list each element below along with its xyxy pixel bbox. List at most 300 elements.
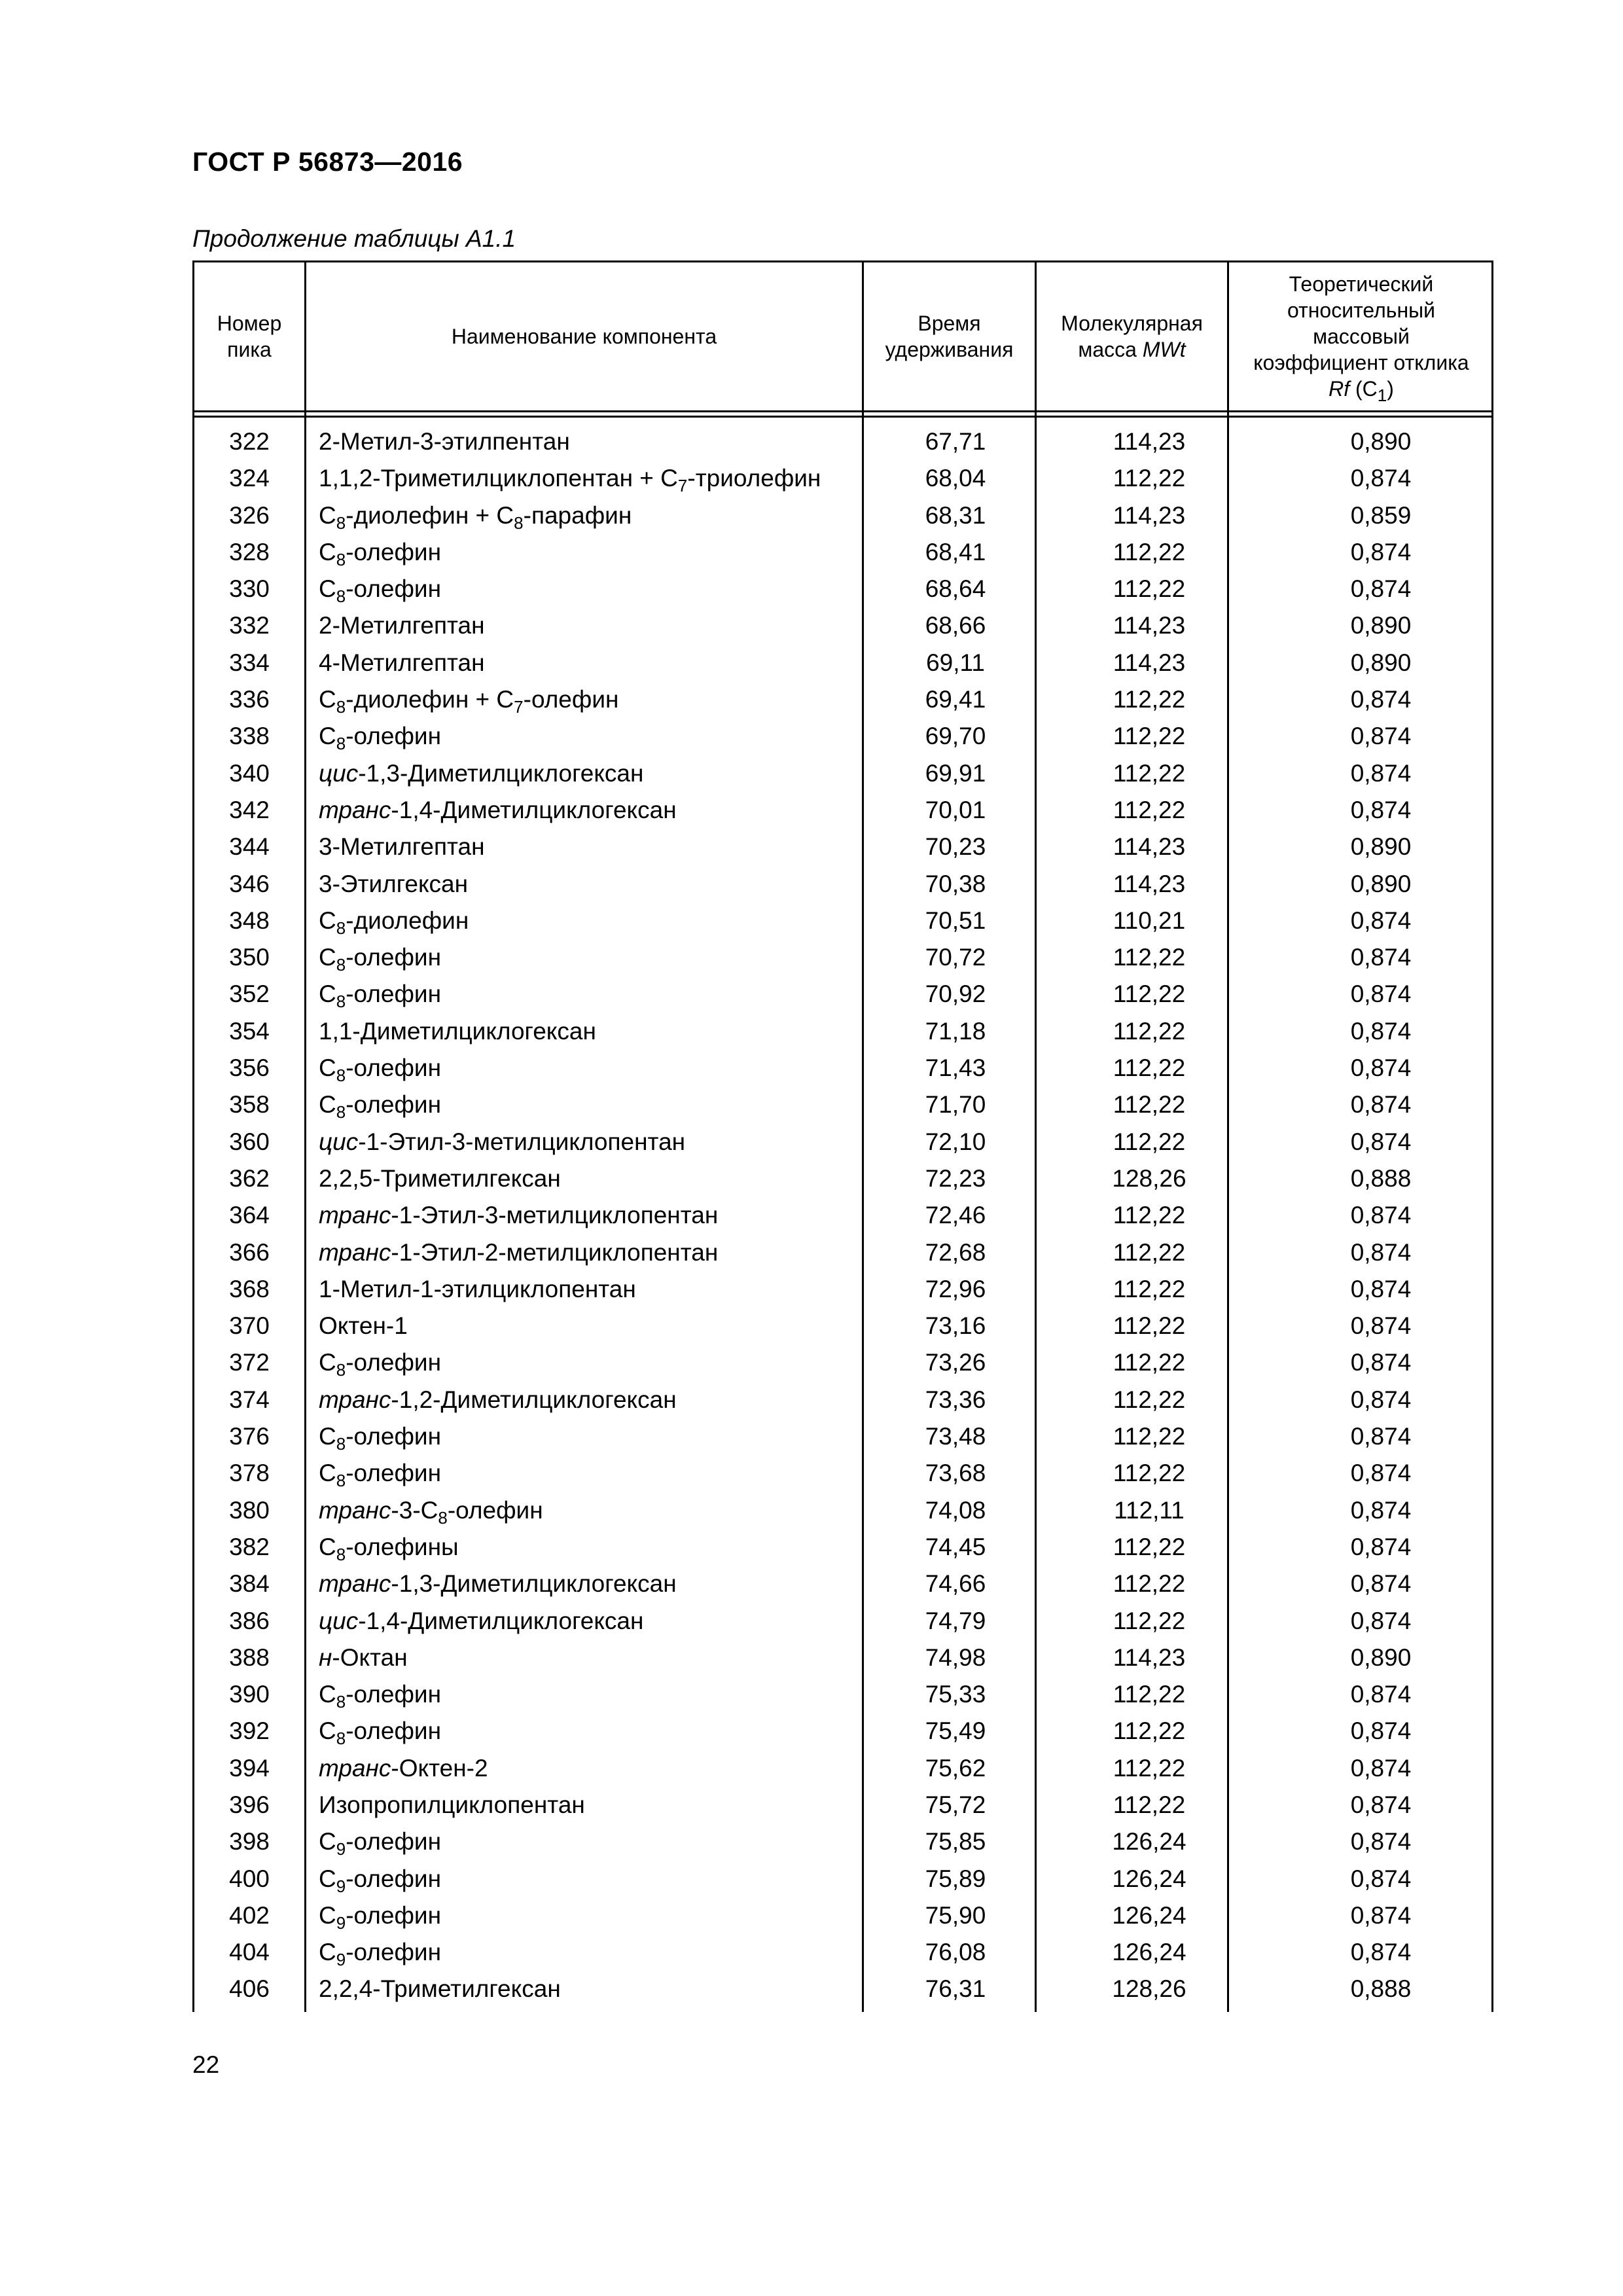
response-factor-cell: 0,874 xyxy=(1350,1238,1412,1266)
molecular-mass-cell: 126,24 xyxy=(1112,1865,1186,1892)
retention-time-cell: 70,72 xyxy=(925,944,986,971)
retention-time-cell: 68,64 xyxy=(925,575,986,603)
response-factor-cell: 0,888 xyxy=(1350,1164,1412,1192)
table-row xyxy=(194,1603,1491,1640)
name-segment: Октен-1 xyxy=(319,1312,408,1340)
name-segment: 2-Метилгептан xyxy=(319,612,485,639)
component-name-cell xyxy=(319,1086,441,1123)
component-name-cell xyxy=(319,1308,408,1344)
retention-time-cell: 70,23 xyxy=(925,833,986,861)
response-factor-cell: 0,874 xyxy=(1350,1386,1412,1413)
response-factor-cell: 0,874 xyxy=(1350,1533,1412,1560)
name-segment: н xyxy=(319,1643,332,1671)
peak-number-cell: 394 xyxy=(229,1754,270,1782)
name-segment: 9 xyxy=(336,1950,346,1970)
table-row xyxy=(194,718,1491,755)
table-row xyxy=(194,1897,1491,1934)
retention-time-cell: 73,26 xyxy=(925,1349,986,1376)
component-name-cell xyxy=(319,1934,441,1971)
retention-time-cell: 75,89 xyxy=(925,1865,986,1892)
retention-time-cell: 74,08 xyxy=(925,1496,986,1524)
retention-time-cell: 72,46 xyxy=(925,1202,986,1229)
component-name-cell xyxy=(319,939,441,976)
peak-number-cell: 386 xyxy=(229,1607,270,1634)
peak-number-cell: 382 xyxy=(229,1533,270,1560)
name-segment: 8 xyxy=(336,955,346,975)
component-name-cell xyxy=(319,571,441,607)
molecular-mass-cell: 112,22 xyxy=(1113,759,1186,787)
table-row xyxy=(194,755,1491,792)
table-row xyxy=(194,1861,1491,1897)
name-segment: 8 xyxy=(336,586,346,607)
name-segment: 7 xyxy=(677,476,688,496)
retention-time-cell: 72,10 xyxy=(925,1128,986,1155)
peak-number-cell: 326 xyxy=(229,501,270,529)
molecular-mass-cell: 112,22 xyxy=(1113,1754,1186,1782)
component-name-cell xyxy=(319,976,441,1013)
retention-time-cell: 67,71 xyxy=(925,428,986,455)
molecular-mass-cell: 112,22 xyxy=(1113,1717,1186,1745)
peak-number-cell: 350 xyxy=(229,944,270,971)
table-row xyxy=(194,976,1491,1013)
response-factor-cell: 0,874 xyxy=(1350,1570,1412,1598)
table-row xyxy=(194,1713,1491,1749)
name-segment: 1-Метил-1-этилциклопентан xyxy=(319,1275,636,1302)
molecular-mass-cell: 112,22 xyxy=(1113,1423,1186,1450)
header-response-factor: Теоретический относительный массовый коэффициент отклика Rf $(C_1)$ xyxy=(1253,272,1469,405)
peak-number-cell: 328 xyxy=(229,538,270,565)
name-segment: цис xyxy=(319,759,359,787)
name-segment: -олефин xyxy=(346,980,441,1008)
response-factor-cell: 0,874 xyxy=(1350,1901,1412,1929)
peak-number-cell: 358 xyxy=(229,1091,270,1119)
name-segment: 8 xyxy=(336,1471,346,1491)
name-segment: 1,1-Диметилциклогексан xyxy=(319,1017,596,1045)
peak-number-cell: 356 xyxy=(229,1054,270,1082)
component-name-cell xyxy=(319,1124,685,1160)
molecular-mass-cell: 114,23 xyxy=(1113,870,1186,897)
name-segment: -олефин xyxy=(346,538,441,565)
response-factor-cell: 0,874 xyxy=(1350,538,1412,565)
molecular-mass-cell: 110,21 xyxy=(1113,906,1186,934)
component-name-cell xyxy=(319,1344,441,1381)
molecular-mass-cell: 112,22 xyxy=(1113,1312,1186,1340)
name-segment: -диолефин + C xyxy=(346,686,514,713)
molecular-mass-cell: 112,22 xyxy=(1113,1275,1186,1302)
table-row xyxy=(194,1492,1491,1529)
name-segment: -олефин xyxy=(346,1460,441,1487)
response-factor-cell: 0,874 xyxy=(1350,1791,1412,1818)
molecular-mass-cell: 112,22 xyxy=(1113,1017,1186,1045)
peak-number-cell: 338 xyxy=(229,723,270,750)
peak-number-cell: 390 xyxy=(229,1681,270,1708)
peak-number-cell: 406 xyxy=(229,1975,270,2003)
response-factor-cell: 0,874 xyxy=(1350,686,1412,713)
component-name-cell xyxy=(319,1197,718,1234)
molecular-mass-cell: 112,22 xyxy=(1113,1460,1186,1487)
retention-time-cell: 72,96 xyxy=(925,1275,986,1302)
component-name-cell xyxy=(319,423,570,460)
name-segment: -олефин xyxy=(346,944,441,971)
table-row xyxy=(194,866,1491,903)
name-segment: C xyxy=(319,1533,336,1560)
name-segment: C xyxy=(319,686,336,713)
retention-time-cell: 71,18 xyxy=(925,1017,986,1045)
name-segment: C xyxy=(319,1423,336,1450)
name-segment: -3-C xyxy=(391,1496,438,1524)
molecular-mass-cell: 112,22 xyxy=(1113,796,1186,823)
retention-time-cell: 70,51 xyxy=(925,906,986,934)
table-body xyxy=(194,423,1491,2008)
response-factor-cell: 0,859 xyxy=(1350,501,1412,529)
name-segment: C xyxy=(319,944,336,971)
component-name-cell xyxy=(319,866,468,903)
molecular-mass-cell: 112,22 xyxy=(1113,1791,1186,1818)
table-row xyxy=(194,829,1491,865)
component-name-cell xyxy=(319,1676,441,1713)
name-segment: C xyxy=(319,1717,336,1745)
molecular-mass-cell: 112,22 xyxy=(1113,1091,1186,1119)
peak-number-cell: 362 xyxy=(229,1164,270,1192)
response-factor-cell: 0,874 xyxy=(1350,1939,1412,1966)
retention-time-cell: 75,72 xyxy=(925,1791,986,1818)
header-divider xyxy=(194,416,1491,418)
table-row xyxy=(194,903,1491,939)
component-name-cell xyxy=(319,829,485,865)
component-name-cell xyxy=(319,1750,488,1787)
response-factor-cell: 0,874 xyxy=(1350,944,1412,971)
retention-time-cell: 68,41 xyxy=(925,538,986,565)
molecular-mass-cell: 114,23 xyxy=(1113,501,1186,529)
name-segment: -олефин xyxy=(346,1828,441,1856)
component-name-cell xyxy=(319,1013,596,1050)
component-name-cell xyxy=(319,1971,561,2007)
table-row xyxy=(194,1308,1491,1344)
name-segment: -1,4-Диметилциклогексан xyxy=(391,796,677,823)
name-segment: 8 xyxy=(336,1544,346,1564)
component-name-cell xyxy=(319,497,632,534)
peak-number-cell: 372 xyxy=(229,1349,270,1376)
name-segment: 4-Метилгептан xyxy=(319,649,485,676)
component-name-cell xyxy=(319,1160,561,1197)
name-segment: транс xyxy=(319,1754,391,1782)
name-segment: C xyxy=(319,723,336,750)
name-segment: -1-Этил-3-метилциклопентан xyxy=(391,1202,719,1229)
peak-number-cell: 342 xyxy=(229,796,270,823)
table-row xyxy=(194,1640,1491,1676)
molecular-mass-cell: 112,22 xyxy=(1113,723,1186,750)
molecular-mass-cell: 112,22 xyxy=(1113,1054,1186,1082)
molecular-mass-cell: 112,22 xyxy=(1113,1681,1186,1708)
molecular-mass-cell: 128,26 xyxy=(1112,1975,1186,2003)
molecular-mass-cell: 112,22 xyxy=(1113,944,1186,971)
table-row xyxy=(194,571,1491,607)
peak-number-cell: 344 xyxy=(229,833,270,861)
peak-number-cell: 346 xyxy=(229,870,270,897)
molecular-mass-cell: 126,24 xyxy=(1112,1939,1186,1966)
component-name-cell xyxy=(319,1382,677,1418)
name-segment: 8 xyxy=(336,1434,346,1454)
molecular-mass-cell: 112,22 xyxy=(1113,538,1186,565)
table-row xyxy=(194,1050,1491,1086)
peak-number-cell: 364 xyxy=(229,1202,270,1229)
peak-number-cell: 348 xyxy=(229,906,270,934)
component-name-cell xyxy=(319,681,618,718)
table-row xyxy=(194,1013,1491,1050)
molecular-mass-cell: 112,22 xyxy=(1113,686,1186,713)
name-segment: 2,2,4-Триметилгексан xyxy=(319,1975,561,2003)
peak-number-cell: 330 xyxy=(229,575,270,603)
name-segment: транс xyxy=(319,796,391,823)
data-table xyxy=(192,260,1493,2012)
molecular-mass-cell: 112,22 xyxy=(1113,1128,1186,1155)
molecular-mass-cell: 112,22 xyxy=(1113,1533,1186,1560)
molecular-mass-cell: 112,22 xyxy=(1113,1607,1186,1634)
name-segment: транс xyxy=(319,1202,391,1229)
molecular-mass-cell: 112,22 xyxy=(1113,1570,1186,1598)
table-row xyxy=(194,1382,1491,1418)
name-segment: C xyxy=(319,1054,336,1082)
retention-time-cell: 68,66 xyxy=(925,612,986,639)
component-name-cell xyxy=(319,1861,441,1897)
retention-time-cell: 76,08 xyxy=(925,1939,986,1966)
peak-number-cell: 378 xyxy=(229,1460,270,1487)
peak-number-cell: 398 xyxy=(229,1828,270,1856)
name-segment: -олефин xyxy=(346,1865,441,1892)
name-segment: 3-Этилгексан xyxy=(319,870,469,897)
table-caption: Продолжение таблицы А1.1 xyxy=(192,225,516,252)
response-factor-cell: 0,874 xyxy=(1350,1423,1412,1450)
response-factor-cell: 0,874 xyxy=(1350,1607,1412,1634)
peak-number-cell: 380 xyxy=(229,1496,270,1524)
component-name-cell xyxy=(319,1713,441,1749)
retention-time-cell: 69,70 xyxy=(925,723,986,750)
response-factor-cell: 0,874 xyxy=(1350,980,1412,1008)
name-segment: C xyxy=(319,1460,336,1487)
table-row xyxy=(194,1086,1491,1123)
response-factor-cell: 0,890 xyxy=(1350,870,1412,897)
component-name-cell xyxy=(319,1234,718,1271)
response-factor-cell: 0,874 xyxy=(1350,1312,1412,1340)
component-name-cell xyxy=(319,534,441,571)
retention-time-cell: 69,41 xyxy=(925,686,986,713)
response-factor-cell: 0,874 xyxy=(1350,1717,1412,1745)
name-segment: C xyxy=(319,1828,336,1856)
peak-number-cell: 396 xyxy=(229,1791,270,1818)
document-code: ГОСТ Р 56873—2016 xyxy=(192,147,463,177)
retention-time-cell: 70,92 xyxy=(925,980,986,1008)
table-row xyxy=(194,1124,1491,1160)
response-factor-cell: 0,874 xyxy=(1350,575,1412,603)
name-segment: -триолефин xyxy=(687,465,821,492)
table-row xyxy=(194,1344,1491,1381)
table-row xyxy=(194,645,1491,681)
table-row xyxy=(194,1234,1491,1271)
table-row xyxy=(194,1787,1491,1823)
name-segment: C xyxy=(319,1349,336,1376)
table-row xyxy=(194,1971,1491,2007)
retention-time-cell: 73,36 xyxy=(925,1386,986,1413)
name-segment: 7 xyxy=(514,697,524,717)
peak-number-cell: 322 xyxy=(229,428,270,455)
name-segment: -олефин xyxy=(346,1717,441,1745)
name-segment: C xyxy=(319,980,336,1008)
name-segment: -парафин xyxy=(523,501,632,529)
name-segment: -Октан xyxy=(332,1643,408,1671)
table-row xyxy=(194,1197,1491,1234)
name-segment: 8 xyxy=(514,512,524,533)
table-row xyxy=(194,1566,1491,1602)
peak-number-cell: 352 xyxy=(229,980,270,1008)
molecular-mass-cell: 112,22 xyxy=(1113,575,1186,603)
component-name-cell xyxy=(319,792,677,829)
name-segment: цис xyxy=(319,1128,359,1155)
table-row xyxy=(194,1271,1491,1308)
name-segment: транс xyxy=(319,1496,391,1524)
name-segment: -олефин xyxy=(346,1939,441,1966)
page-number: 22 xyxy=(192,2051,220,2078)
retention-time-cell: 68,31 xyxy=(925,501,986,529)
retention-time-cell: 73,68 xyxy=(925,1460,986,1487)
molecular-mass-cell: 114,23 xyxy=(1113,612,1186,639)
response-factor-cell: 0,874 xyxy=(1350,1091,1412,1119)
component-name-cell xyxy=(319,607,485,644)
molecular-mass-cell: 112,22 xyxy=(1113,1386,1186,1413)
molecular-mass-cell: 112,22 xyxy=(1113,1238,1186,1266)
name-segment: -олефин xyxy=(346,1423,441,1450)
retention-time-cell: 69,91 xyxy=(925,759,986,787)
name-segment: -1,3-Диметилциклогексан xyxy=(391,1570,677,1598)
response-factor-cell: 0,890 xyxy=(1350,649,1412,676)
name-segment: 8 xyxy=(336,1729,346,1749)
table-row xyxy=(194,497,1491,534)
component-name-cell xyxy=(319,1529,459,1566)
molecular-mass-cell: 114,23 xyxy=(1113,428,1186,455)
name-segment: -диолефин + C xyxy=(346,501,514,529)
name-segment: -олефин xyxy=(447,1496,543,1524)
table-row xyxy=(194,1934,1491,1971)
name-segment: 1,1,2-Триметилциклопентан + C xyxy=(319,465,678,492)
peak-number-cell: 332 xyxy=(229,612,270,639)
name-segment: 9 xyxy=(336,1876,346,1896)
molecular-mass-cell: 128,26 xyxy=(1112,1164,1186,1192)
table-row xyxy=(194,792,1491,829)
name-segment: 8 xyxy=(438,1507,448,1528)
component-name-cell xyxy=(319,903,469,939)
response-factor-cell: 0,874 xyxy=(1350,1681,1412,1708)
table-row xyxy=(194,1418,1491,1455)
response-factor-cell: 0,890 xyxy=(1350,833,1412,861)
name-segment: -1,3-Диметилциклогексан xyxy=(358,759,644,787)
component-name-cell xyxy=(319,645,485,681)
name-segment: -олефин xyxy=(346,1349,441,1376)
name-segment: транс xyxy=(319,1386,391,1413)
response-factor-cell: 0,874 xyxy=(1350,906,1412,934)
header-peak-number: Номер пика xyxy=(217,312,282,361)
molecular-mass-cell: 126,24 xyxy=(1112,1828,1186,1856)
name-segment: -олефин xyxy=(346,1054,441,1082)
name-segment: -олефин xyxy=(346,1901,441,1929)
table-row xyxy=(194,939,1491,976)
component-name-cell xyxy=(319,1823,441,1860)
table-row xyxy=(194,681,1491,718)
response-factor-cell: 0,874 xyxy=(1350,723,1412,750)
name-segment: C xyxy=(319,1939,336,1966)
name-segment: C xyxy=(319,1681,336,1708)
response-factor-cell: 0,874 xyxy=(1350,1865,1412,1892)
retention-time-cell: 75,90 xyxy=(925,1901,986,1929)
retention-time-cell: 75,85 xyxy=(925,1828,986,1856)
response-factor-cell: 0,874 xyxy=(1350,465,1412,492)
component-name-cell xyxy=(319,1271,636,1308)
name-segment: 9 xyxy=(336,1839,346,1859)
molecular-mass-cell: 112,22 xyxy=(1113,980,1186,1008)
name-segment: -олефин xyxy=(346,1681,441,1708)
response-factor-cell: 0,874 xyxy=(1350,1754,1412,1782)
peak-number-cell: 374 xyxy=(229,1386,270,1413)
name-segment: C xyxy=(319,501,336,529)
response-factor-cell: 0,874 xyxy=(1350,796,1412,823)
table-row xyxy=(194,423,1491,460)
peak-number-cell: 324 xyxy=(229,465,270,492)
response-factor-cell: 0,890 xyxy=(1350,428,1412,455)
name-segment: -диолефин xyxy=(346,906,469,934)
name-segment: 8 xyxy=(336,1360,346,1380)
response-factor-cell: 0,890 xyxy=(1350,612,1412,639)
component-name-cell xyxy=(319,755,643,792)
header-divider xyxy=(194,410,1491,412)
response-factor-cell: 0,874 xyxy=(1350,1017,1412,1045)
response-factor-cell: 0,874 xyxy=(1350,1828,1412,1856)
name-segment: -1-Этил-2-метилциклопентан xyxy=(391,1238,719,1266)
header-component-name: Наименование компонента xyxy=(451,325,717,348)
retention-time-cell: 76,31 xyxy=(925,1975,986,2003)
response-factor-cell: 0,890 xyxy=(1350,1643,1412,1671)
peak-number-cell: 376 xyxy=(229,1423,270,1450)
name-segment: транс xyxy=(319,1238,391,1266)
peak-number-cell: 360 xyxy=(229,1128,270,1155)
component-name-cell xyxy=(319,1640,408,1676)
table-row xyxy=(194,1529,1491,1566)
name-segment: 8 xyxy=(336,1102,346,1122)
name-segment: -олефины xyxy=(346,1533,459,1560)
name-segment: 8 xyxy=(336,1692,346,1712)
table-row xyxy=(194,1455,1491,1492)
peak-number-cell: 366 xyxy=(229,1238,270,1266)
retention-time-cell: 75,62 xyxy=(925,1754,986,1782)
peak-number-cell: 400 xyxy=(229,1865,270,1892)
response-factor-cell: 0,874 xyxy=(1350,759,1412,787)
name-segment: C xyxy=(319,538,336,565)
retention-time-cell: 74,45 xyxy=(925,1533,986,1560)
name-segment: -1,2-Диметилциклогексан xyxy=(391,1386,677,1413)
retention-time-cell: 70,38 xyxy=(925,870,986,897)
name-segment: 8 xyxy=(336,992,346,1012)
name-segment: -Октен-2 xyxy=(391,1754,488,1782)
response-factor-cell: 0,874 xyxy=(1350,1128,1412,1155)
name-segment: 8 xyxy=(336,697,346,717)
name-segment: -1-Этил-3-метилциклопентан xyxy=(358,1128,686,1155)
table-row xyxy=(194,1750,1491,1787)
component-name-cell xyxy=(319,1897,441,1934)
table-row xyxy=(194,534,1491,571)
name-segment: C xyxy=(319,575,336,603)
component-name-cell xyxy=(319,1418,441,1455)
retention-time-cell: 71,70 xyxy=(925,1091,986,1119)
molecular-mass-cell: 114,23 xyxy=(1113,649,1186,676)
name-segment: -1,4-Диметилциклогексан xyxy=(358,1607,644,1634)
molecular-mass-cell: 114,23 xyxy=(1113,1643,1186,1671)
